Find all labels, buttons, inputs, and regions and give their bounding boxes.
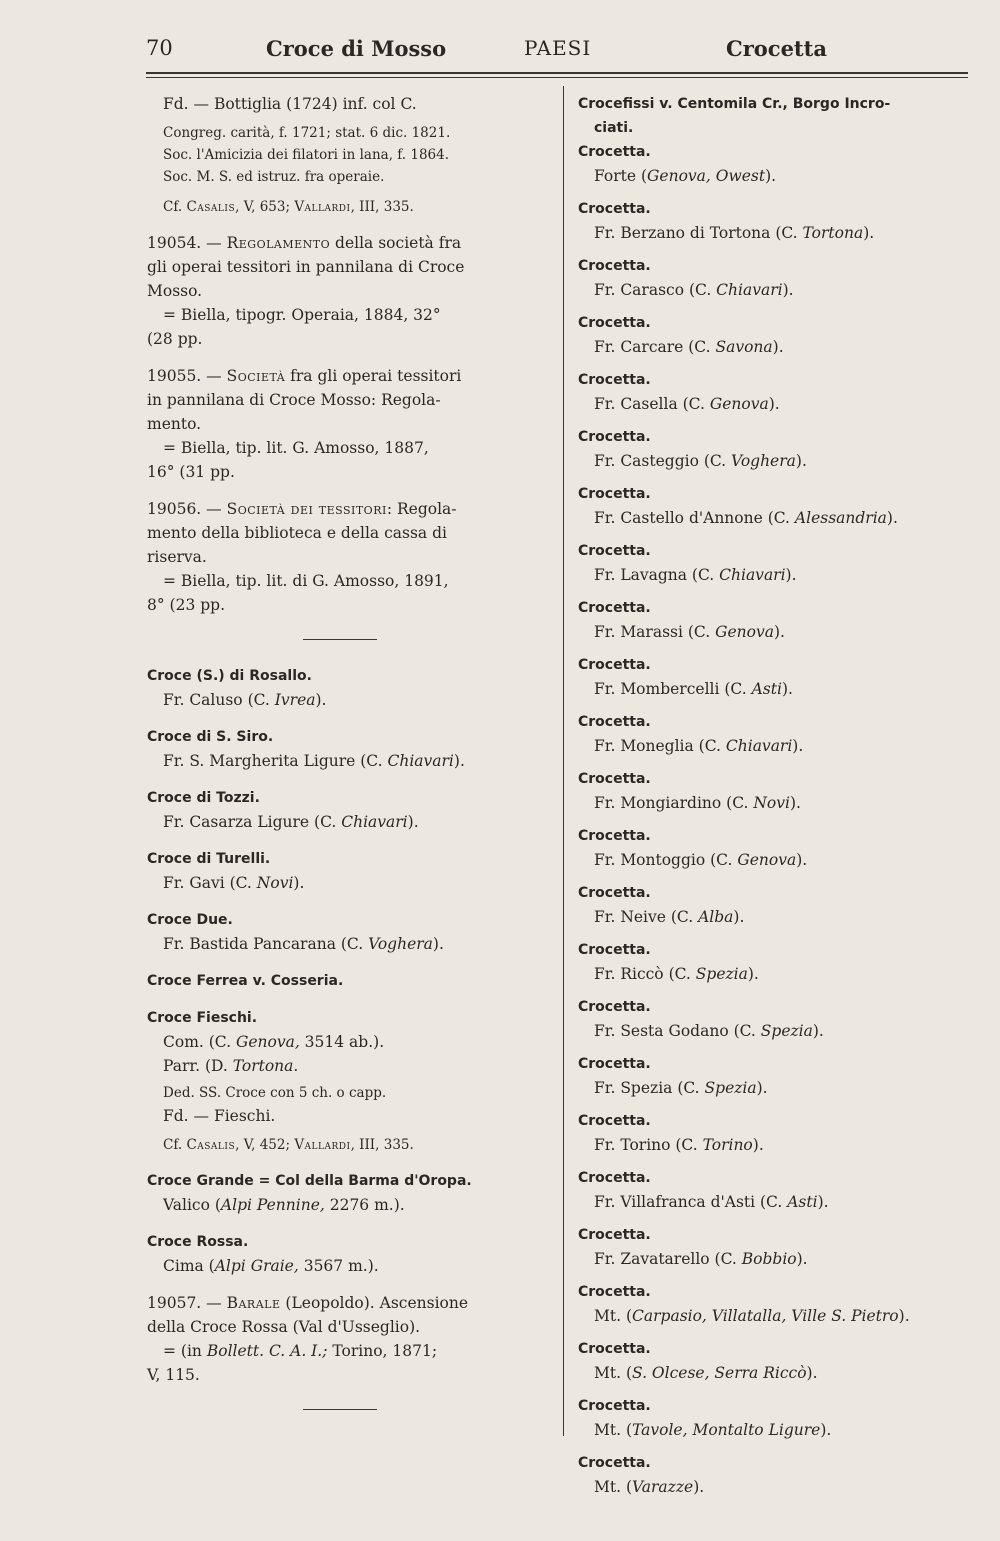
entry-detail: Fr. Moneglia (C. Chiavari).: [594, 737, 804, 755]
entry-croce-fieschi: Croce Fieschi. Com. (C. Genova, 3514 ab.). Parr. (D. Tortona. Ded. SS. Croce con 5 ch. o capp. Fd. — Fieschi. Cf. Casalis, V, 452; Vallardi, III, 335.: [147, 1010, 414, 1153]
entry-crocetta: [578, 197, 973, 245]
entry-heading: Crocetta.: [578, 885, 651, 901]
header-rule-thick: [146, 72, 968, 74]
entry-19055: 19055. — Società fra gli operai tessitori in pannilana di Croce Mosso: Regola- mento. = Biella, tip. lit. G. Amosso, 1887, 16° (31 pp.: [147, 367, 462, 481]
entry-croce-turelli: Croce di Turelli. Fr. Gavi (C. Novi).: [147, 851, 305, 892]
entry-crocetta: [578, 1109, 973, 1157]
entry-crocetta: [578, 767, 973, 815]
fd-bottiglia: Fd. — Bottiglia (1724) inf. col C.: [163, 95, 417, 113]
entry-crocetta: [578, 1337, 973, 1385]
entry-detail: Mt. (Tavole, Montalto Ligure).: [594, 1421, 832, 1439]
entry-detail: Fr. Mombercelli (C. Asti).: [594, 680, 793, 698]
entry-detail: Fr. Carcare (C. Savona).: [594, 338, 784, 356]
entry-crocetta: [578, 539, 973, 587]
entry-heading: Crocetta.: [578, 714, 651, 730]
cf-reference: Cf. Casalis, V, 653; Vallardi, III, 335.: [163, 199, 414, 215]
entry-detail: Fr. Castello d'Annone (C. Alessandria).: [594, 509, 898, 527]
running-head-right: Crocetta: [726, 36, 827, 61]
entry-heading: Crocetta.: [578, 1398, 651, 1414]
entry-crocetta: [578, 254, 973, 302]
entry-croce-siro: Croce di S. Siro. Fr. S. Margherita Ligure (C. Chiavari).: [147, 729, 465, 770]
entry-crocetta: [578, 596, 973, 644]
section-divider: [303, 1409, 377, 1410]
entry-detail: Fr. Spezia (C. Spezia).: [594, 1079, 768, 1097]
entry-croce-due: Croce Due. Fr. Bastida Pancarana (C. Voghera).: [147, 912, 444, 953]
entry-heading: Crocetta.: [578, 429, 651, 445]
entry-detail: Mt. (Varazze).: [594, 1478, 705, 1496]
entry-heading: Crocetta.: [578, 1284, 651, 1300]
entry-heading: Crocetta.: [578, 1341, 651, 1357]
entry-detail: Mt. (S. Olcese, Serra Riccò).: [594, 1364, 818, 1382]
entry-detail: Fr. Torino (C. Torino).: [594, 1136, 764, 1154]
entry-crocetta: [578, 824, 973, 872]
note-line: Soc. M. S. ed istruz. fra operaie.: [163, 169, 385, 185]
entry-heading: Crocetta.: [578, 315, 651, 331]
entry-detail: Fr. Riccò (C. Spezia).: [594, 965, 759, 983]
entry-crocetta: [578, 1394, 973, 1442]
entry-detail: Fr. Casella (C. Genova).: [594, 395, 780, 413]
entry-heading: Crocetta.: [578, 771, 651, 787]
entry-heading: Crocetta.: [578, 1227, 651, 1243]
entry-heading: Crocetta.: [578, 1056, 651, 1072]
entry-crocetta: [578, 938, 973, 986]
entry-crocetta: [578, 1052, 973, 1100]
entry-heading: Crocetta.: [578, 1170, 651, 1186]
entry-crocetta: [578, 1223, 973, 1271]
entry-detail: Fr. Villafranca d'Asti (C. Asti).: [594, 1193, 829, 1211]
entry-crocetta: [578, 710, 973, 758]
entry-crocetta: [578, 482, 973, 530]
entry-heading: Crocetta.: [578, 1455, 651, 1471]
entry-croce-rossa: Croce Rossa. Cima (Alpi Graie, 3567 m.).: [147, 1234, 379, 1275]
entry-crocetta: [578, 995, 973, 1043]
entry-crocetta: [578, 311, 973, 359]
entry-heading: Crocetta.: [578, 942, 651, 958]
entry-heading: Crocetta.: [578, 657, 651, 673]
entry-19054: 19054. — Regolamento della società fra gli operai tessitori in pannilana di Croce Mosso. = Biella, tipogr. Operaia, 1884, 32° (28 pp.: [147, 234, 465, 348]
entry-crocetta: [578, 140, 973, 188]
entry-croce-ferrea: Croce Ferrea v. Cosseria.: [147, 973, 344, 989]
running-head-center: PAESI: [524, 36, 592, 60]
page-number: 70: [146, 36, 173, 60]
entry-detail: Fr. Montoggio (C. Genova).: [594, 851, 808, 869]
column-separator: [563, 86, 564, 1436]
crocetta-list: [578, 140, 973, 1499]
entry-detail: Forte (Genova, Owest).: [594, 167, 777, 185]
left-column: [147, 92, 557, 1410]
entry-heading: Crocetta.: [578, 600, 651, 616]
entry-heading: Crocetta.: [578, 543, 651, 559]
header-rule-thin: [146, 77, 968, 78]
entry-heading: Crocetta.: [578, 201, 651, 217]
entry-heading: Crocetta.: [578, 999, 651, 1015]
note-line: Congreg. carità, f. 1721; stat. 6 dic. 1821.: [163, 125, 451, 141]
entry-detail: Fr. Casteggio (C. Voghera).: [594, 452, 807, 470]
right-column: [578, 92, 973, 1499]
entry-crocetta: [578, 1451, 973, 1499]
entry-crocetta: [578, 881, 973, 929]
entry-crocetta: [578, 368, 973, 416]
entry-19056: 19056. — Società dei tessitori: Regola- mento della biblioteca e della cassa di riserva. = Biella, tip. lit. di G. Amosso, 1891, 8° (23 pp.: [147, 500, 457, 614]
entry-detail: Fr. Berzano di Tortona (C. Tortona).: [594, 224, 875, 242]
entry-detail: Mt. (Carpasio, Villatalla, Ville S. Pietro).: [594, 1307, 910, 1325]
entry-detail: Fr. Sesta Godano (C. Spezia).: [594, 1022, 824, 1040]
entry-crocefissi: Crocefissi v. Centomila Cr., Borgo Incro- ciati.: [578, 96, 891, 136]
entry-heading: Crocetta.: [578, 1113, 651, 1129]
entry-detail: Fr. Carasco (C. Chiavari).: [594, 281, 794, 299]
entry-crocetta: [578, 653, 973, 701]
entry-detail: Fr. Mongiardino (C. Novi).: [594, 794, 801, 812]
entry-crocetta: [578, 1280, 973, 1328]
entry-heading: Crocetta.: [578, 372, 651, 388]
entry-croce-tozzi: Croce di Tozzi. Fr. Casarza Ligure (C. Chiavari).: [147, 790, 419, 831]
entry-croce-rosallo: Croce (S.) di Rosallo. Fr. Caluso (C. Ivrea).: [147, 668, 327, 709]
entry-heading: Crocetta.: [578, 258, 651, 274]
entry-crocetta: [578, 425, 973, 473]
entry-19057: 19057. — Barale (Leopoldo). Ascensione della Croce Rossa (Val d'Usseglio). = (in Bollett. C. A. I.; Torino, 1871; V, 115.: [147, 1294, 469, 1384]
entry-heading: Crocetta.: [578, 144, 651, 160]
entry-crocetta: [578, 1166, 973, 1214]
entry-detail: Fr. Marassi (C. Genova).: [594, 623, 785, 641]
entry-heading: Crocetta.: [578, 828, 651, 844]
entry-detail: Fr. Neive (C. Alba).: [594, 908, 745, 926]
entry-detail: Fr. Zavatarello (C. Bobbio).: [594, 1250, 808, 1268]
section-divider: [303, 639, 377, 640]
entry-heading: Crocetta.: [578, 486, 651, 502]
page-header: [146, 36, 966, 70]
running-head-left: Croce di Mosso: [266, 36, 447, 61]
note-line: Soc. l'Amicizia dei filatori in lana, f. 1864.: [163, 147, 450, 163]
entry-detail: Fr. Lavagna (C. Chiavari).: [594, 566, 797, 584]
entry-croce-grande: Croce Grande = Col della Barma d'Oropa. Valico (Alpi Pennine, 2276 m.).: [147, 1173, 472, 1214]
